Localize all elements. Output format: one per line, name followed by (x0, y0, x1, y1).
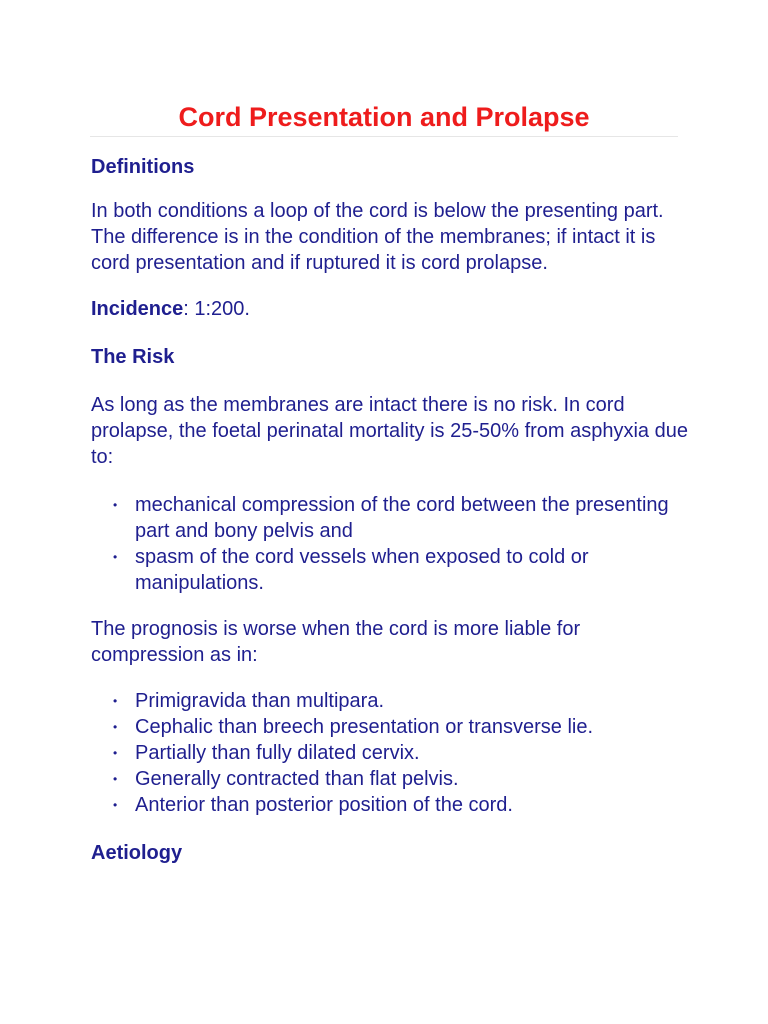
list-item-text: Anterior than posterior position of the cord. (135, 794, 513, 816)
definitions-heading: Definitions (91, 156, 195, 178)
aetiology-heading: Aetiology (91, 842, 183, 864)
list-item (113, 714, 691, 740)
bullet-icon: • (113, 746, 118, 760)
definitions-paragraph: In both conditions a loop of the cord is below the presenting part. The difference is in the condition of the membranes; if intact it is cord presentation and if ruptured it is cord prolapse. (91, 200, 664, 274)
list-item (113, 688, 691, 714)
bullet-icon: • (113, 798, 118, 812)
list-item-text: spasm of the cord vessels when exposed to cold or manipulations. (135, 546, 589, 594)
title-divider (90, 136, 678, 137)
risk-paragraph: As long as the membranes are intact there is no risk. In cord prolapse, the foetal perinatal mortality is 25-50% from asphyxia due to: (91, 394, 688, 468)
risk-heading: The Risk (91, 346, 175, 368)
list-item (113, 544, 691, 596)
bullet-icon: • (113, 498, 118, 512)
list-item-text: Generally contracted than flat pelvis. (135, 768, 459, 790)
bullet-icon: • (113, 694, 118, 708)
list-item (113, 792, 691, 818)
page-title: Cord Presentation and Prolapse (178, 102, 590, 132)
list-item (113, 492, 691, 544)
list-item-text: Cephalic than breech presentation or transverse lie. (135, 716, 594, 738)
list-item (113, 766, 691, 792)
list-item-text: mechanical compression of the cord between the presenting part and bony pelvis and (135, 494, 669, 542)
list-item (113, 740, 691, 766)
risk-list (91, 492, 691, 596)
bullet-icon: • (113, 772, 118, 786)
list-item-text: Primigravida than multipara. (135, 690, 384, 712)
list-item-text: Partially than fully dilated cervix. (135, 742, 420, 764)
prognosis-paragraph: The prognosis is worse when the cord is more liable for compression as in: (91, 618, 581, 666)
bullet-icon: • (113, 550, 118, 564)
incidence-paragraph (91, 296, 691, 322)
incidence-value: : 1:200. (183, 298, 250, 320)
incidence-label: Incidence (91, 298, 184, 320)
prognosis-list (91, 688, 691, 818)
document-body (91, 154, 691, 888)
bullet-icon: • (113, 720, 118, 734)
